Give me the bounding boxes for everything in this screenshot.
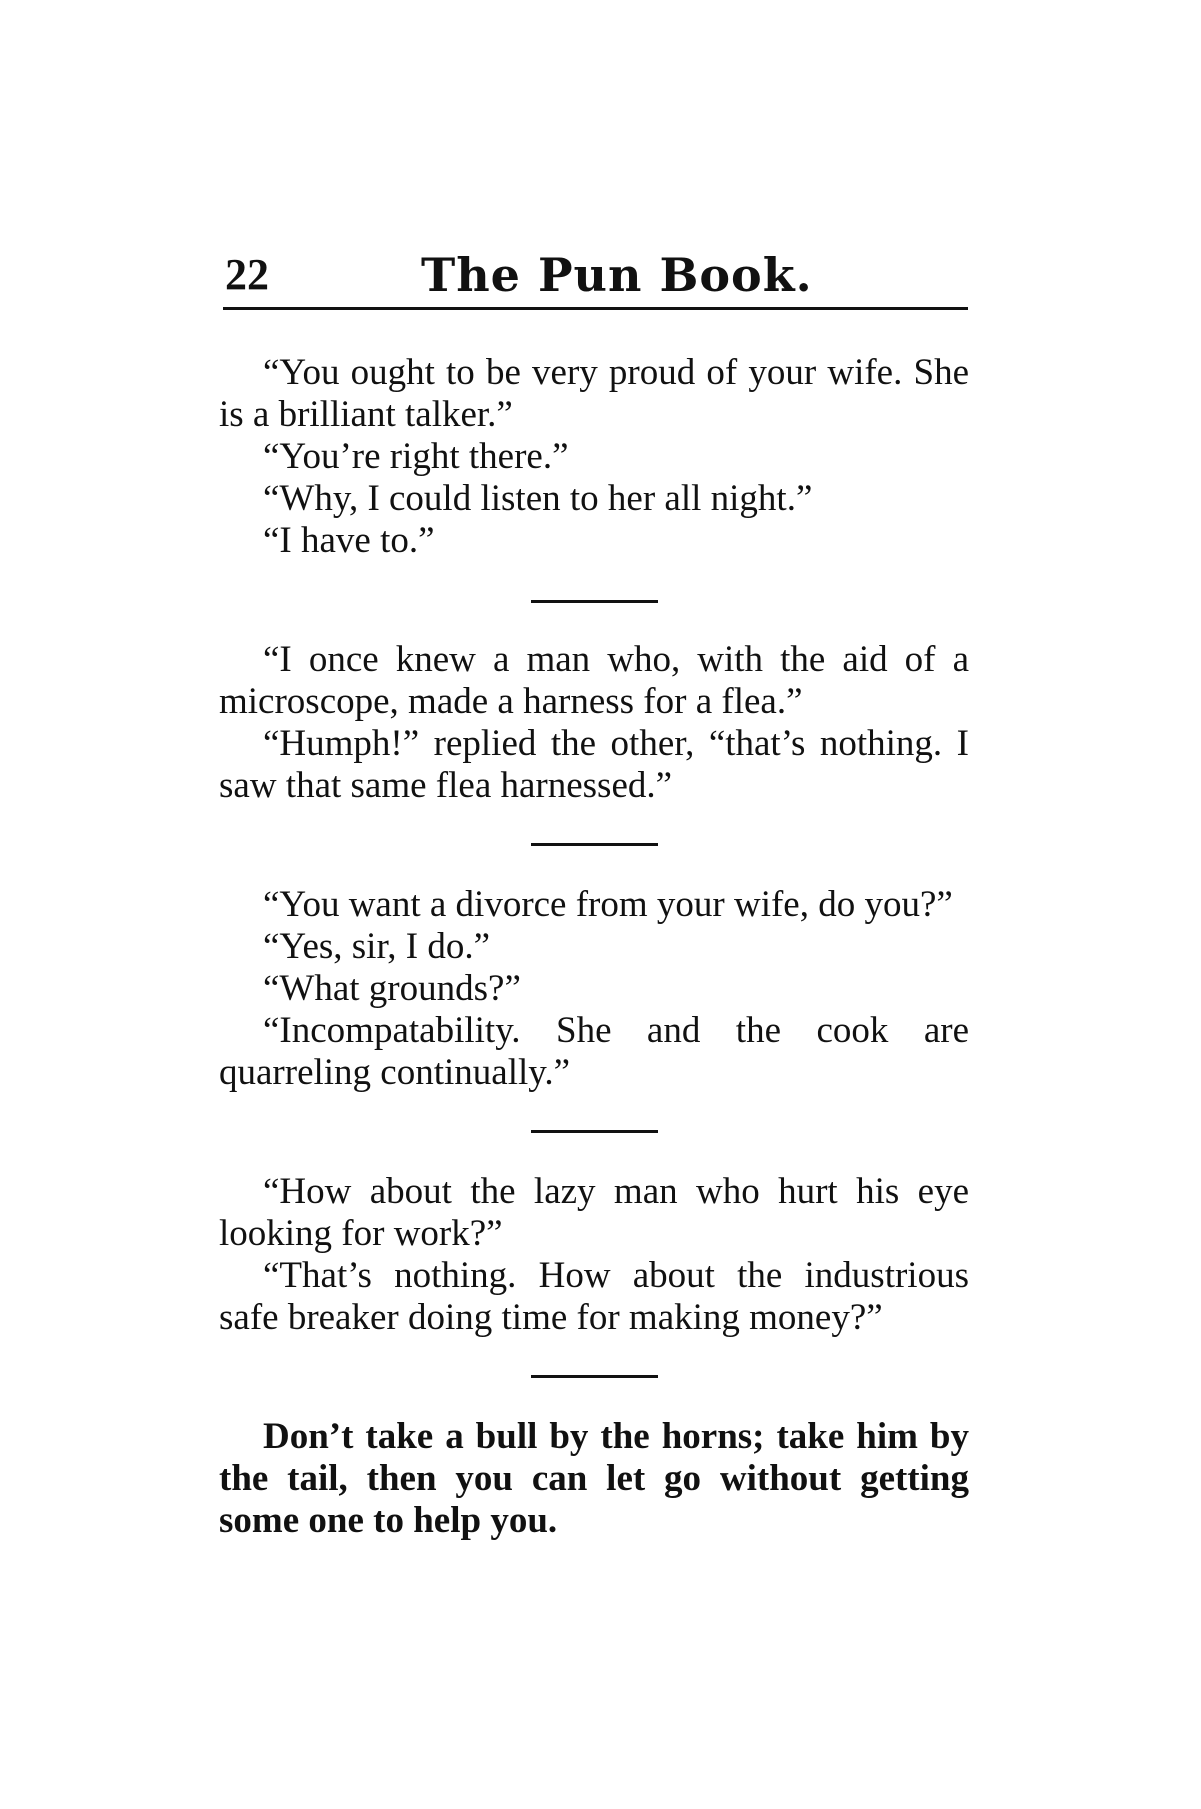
joke-paragraph: “You want a divorce from your wife, do you?” (263, 884, 953, 925)
joke-paragraph: “Humph!” replied the other, “that’s nothing. I saw that same flea harnessed.” (219, 723, 969, 806)
running-title: The Pun Book. (421, 248, 813, 302)
page-header (223, 245, 968, 310)
joke-4 (219, 1171, 969, 1339)
joke-5 (219, 1416, 969, 1542)
joke-paragraph: “You’re right there.” (263, 436, 569, 477)
joke-1 (219, 352, 969, 562)
joke-paragraph: “How about the lazy man who hurt his eye looking for work?” (219, 1171, 969, 1254)
page-content (219, 352, 969, 1542)
joke-paragraph: “That’s nothing. How about the industrious safe breaker doing time for making money?” (219, 1255, 969, 1338)
joke-2 (219, 639, 969, 807)
joke-separator (531, 843, 658, 846)
joke-paragraph: “I have to.” (263, 520, 435, 561)
joke-paragraph: “Yes, sir, I do.” (263, 926, 491, 967)
joke-paragraph: “What grounds?” (263, 968, 521, 1009)
joke-paragraph: “Why, I could listen to her all night.” (263, 478, 813, 519)
joke-separator (531, 1130, 658, 1133)
joke-separator (531, 1375, 658, 1378)
joke-separator (531, 600, 658, 603)
page-number: 22 (225, 250, 269, 299)
joke-paragraph: “Incompatability. She and the cook are quarreling continually.” (219, 1010, 969, 1093)
joke-paragraph: “You ought to be very proud of your wife. She is a brilliant talker.” (219, 352, 969, 435)
joke-paragraph: “I once knew a man who, with the aid of a microscope, made a harness for a flea.” (219, 639, 969, 722)
joke-paragraph: Don’t take a bull by the horns; take him by the tail, then you can let go without getting some one to help you. (219, 1416, 969, 1541)
joke-3 (219, 884, 969, 1094)
